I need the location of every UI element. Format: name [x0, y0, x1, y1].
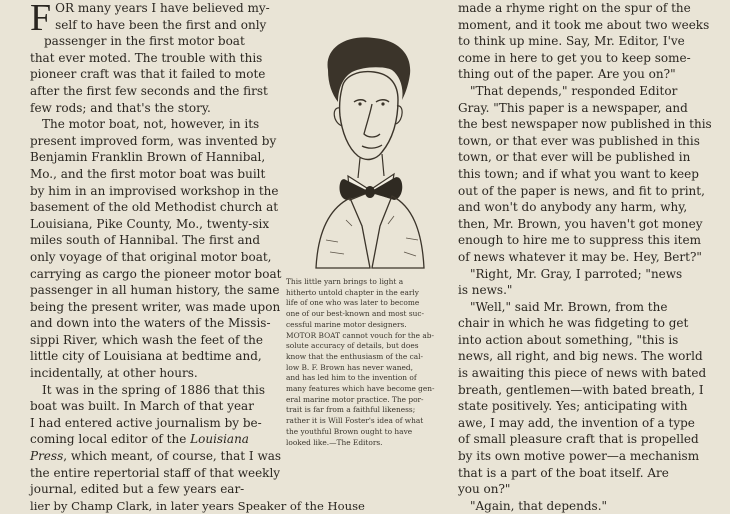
text-line: moment, and it took me about two weeks — [458, 17, 710, 32]
text-line: little city of Louisiana at bedtime and, — [30, 349, 262, 364]
text-line: to think up mine. Say, Mr. Editor, I've — [458, 34, 685, 49]
caption-line: and has led him to the invention of — [286, 373, 417, 383]
newspaper-name: Louisiana — [190, 432, 249, 447]
text-line: is news." — [458, 283, 513, 298]
text-line: few rods; and that's the story. — [30, 100, 211, 115]
text-line: the entire repertorial staff of that weekly — [30, 465, 281, 480]
text-line: lier by Champ Clark, in later years Speaker of the House — [30, 498, 365, 513]
text-line: only voyage of that original motor boat, — [30, 249, 272, 264]
text-line: It was in the spring of 1886 that this — [42, 382, 265, 397]
paragraph-2 — [30, 116, 282, 382]
text-line: basement of the old Methodist church at — [30, 200, 279, 215]
text-line: breath, gentlemen—with bated breath, I — [458, 382, 704, 397]
caption-line: solute accuracy of details, but does — [286, 341, 419, 351]
text-line: is awaiting this piece of news with bated — [458, 366, 707, 381]
text-line: being the present writer, was made upon — [30, 299, 281, 314]
bow-tie-knot — [365, 186, 375, 198]
text-line: "Again, that depends." — [470, 498, 608, 513]
text-line: Benjamin Franklin Brown of Hannibal, — [30, 150, 266, 165]
text-line: Louisiana, Pike County, Mo., twenty-six — [30, 216, 270, 231]
text-line: awe, I may add, the invention of a type — [458, 415, 695, 430]
text-line: thing out of the paper. Are you on?" — [458, 67, 676, 82]
text-line: enough to hire me to suppress this item — [458, 233, 701, 248]
text-line: OR many years I have believed my- — [55, 1, 270, 15]
text-line: boat was built. In March of that year — [30, 399, 254, 414]
text-line: that ever moted. The trouble with this — [30, 50, 263, 65]
text-line: of small pleasure craft that is propelled — [458, 432, 699, 447]
text-line: of news whatever it may be. Hey, Bert?" — [458, 249, 702, 264]
text-line: present improved form, was invented by — [30, 133, 277, 148]
text-line: incidentally, at other hours. — [30, 366, 198, 381]
text-line: the best newspaper now published in this — [458, 117, 712, 132]
caption-line: life of one who was later to become — [286, 298, 420, 308]
text-line: Gray. "This paper is a newspaper, and — [458, 100, 688, 115]
text-line: town, or that ever will be published in — [458, 150, 691, 165]
jacket-hatching — [326, 216, 418, 256]
text-line: state positively. Yes; anticipating with — [458, 399, 688, 414]
text-line: journal, edited but a few years ear- — [30, 482, 245, 497]
text-line: come in here to get you to keep some- — [458, 50, 691, 65]
text-line: then, Mr. Brown, you haven't got money — [458, 216, 703, 231]
text-line: passenger in the first motor boat — [44, 34, 245, 49]
caption-line: This little yarn brings to light a — [286, 277, 404, 286]
text-line: sippi River, which wash the feet of the — [30, 332, 263, 347]
text-line: made a rhyme right on the spur of the — [458, 1, 691, 15]
text-line: "Right, Mr. Gray, I parroted; "news — [470, 266, 683, 281]
text-line: passenger in all human history, the same — [30, 283, 280, 298]
right-eye — [376, 100, 389, 102]
portrait-illustration — [286, 30, 446, 270]
text-line: out of the paper is news, and fit to print, — [458, 183, 705, 198]
caption-line: trait is far from a faithful likeness; — [286, 405, 416, 415]
text-line: you on?" — [458, 482, 511, 497]
text-line: by him in an improvised workshop in the — [30, 183, 279, 198]
caption-line: cessful marine motor designers. — [286, 319, 407, 329]
text-line: news, all right, and big news. The world — [458, 349, 703, 364]
text-line: by its own motive power—a mechanism — [458, 449, 700, 464]
text-line: town, or that ever was published in this — [458, 133, 700, 148]
text-line: self to have been the first and only — [55, 17, 267, 32]
text-line: that is a part of the boat itself. Are — [458, 465, 669, 480]
text-line: I had entered active journalism by be- — [30, 415, 262, 430]
text-line: miles south of Hannibal. The first and — [30, 233, 261, 248]
text-line: carrying as cargo the pioneer motor boat — [30, 266, 282, 281]
text-line: and won't do anybody any harm, why, — [458, 200, 688, 215]
right-pupil — [381, 102, 384, 105]
caption-line: eral marine motor practice. The por- — [286, 394, 424, 404]
text-fragment: coming local editor of the — [30, 432, 187, 447]
right-column — [458, 0, 730, 514]
illustration-caption — [286, 277, 446, 448]
text-line — [30, 431, 274, 448]
caption-line: know that the enthusiasm of the cal- — [286, 351, 424, 361]
caption-line: MOTOR BOAT cannot vouch for the ab- — [286, 330, 434, 340]
text-line: this town; and if what you want to keep — [458, 166, 699, 181]
text-line: after the first few seconds and the first — [30, 83, 268, 98]
caption-line: many features which have become gen- — [286, 384, 435, 394]
text-line: "Well," said Mr. Brown, from the — [470, 299, 668, 314]
text-line: "That depends," responded Editor — [470, 83, 678, 98]
text-line: Mo., and the first motor boat was built — [30, 166, 266, 181]
text-line: pioneer craft was that it failed to mote — [30, 67, 266, 82]
nose — [364, 104, 380, 137]
left-eye — [354, 100, 366, 102]
left-pupil — [358, 102, 361, 105]
paragraph-1 — [30, 0, 274, 116]
text-line: The motor boat, not, however, in its — [42, 117, 260, 132]
text-line — [30, 448, 282, 465]
drop-cap: F — [30, 0, 52, 39]
caption-line: looked like.—The Editors. — [286, 437, 383, 447]
text-line: chair in which he was fidgeting to get — [458, 316, 689, 331]
mouth — [362, 145, 382, 148]
press-word: Press — [30, 449, 64, 464]
text-line: into action about something, "this is — [458, 332, 679, 347]
caption-line: hitherto untold chapter in the early — [286, 287, 419, 297]
caption-line: one of our best-known and most suc- — [286, 309, 425, 319]
jacket-right — [372, 196, 424, 268]
text-fragment: , which meant, of course, that I was — [63, 449, 282, 464]
caption-line: the youthful Brown ought to have — [286, 426, 413, 436]
caption-line: rather it is Will Foster's idea of what — [286, 416, 424, 426]
caption-line: low B. F. Brown has never waned, — [286, 362, 413, 372]
text-line: and down into the waters of the Missis- — [30, 316, 271, 331]
jacket-left — [316, 198, 370, 268]
